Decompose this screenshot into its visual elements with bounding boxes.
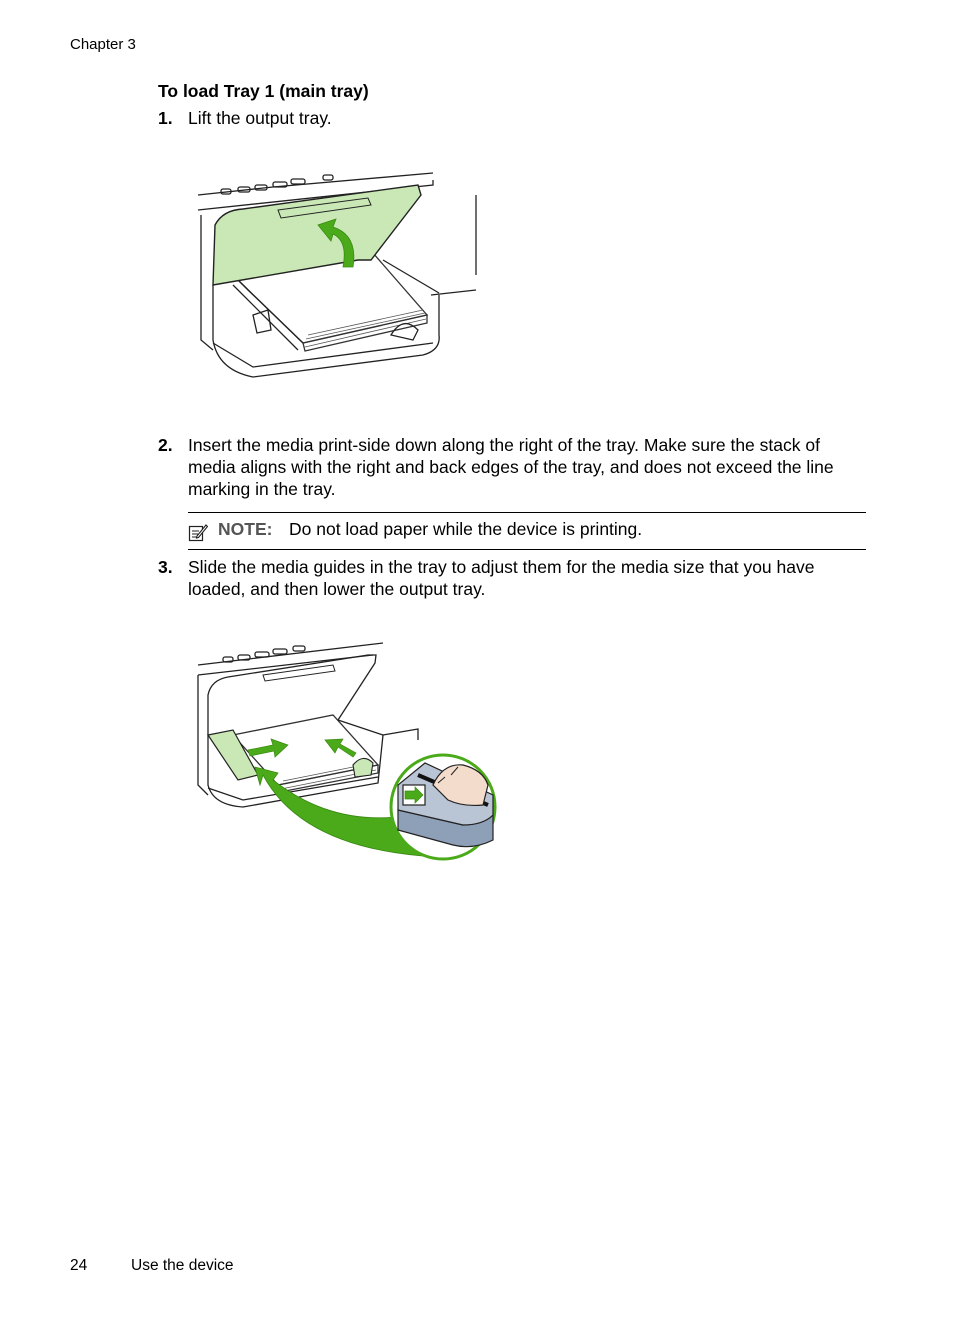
step-text: Slide the media guides in the tray to adjust them for the media size that you have loaded, and then lower the output tray.	[188, 557, 815, 599]
note-pencil-icon	[188, 522, 208, 542]
step-text: Insert the media print-side down along the right of the tray. Make sure the stack of media aligns with the right and back edges of the tray, and does not exceed the line marking in the tray.	[188, 435, 834, 499]
note-text: Do not load paper while the device is printing.	[289, 519, 643, 539]
lift-output-tray-illustration	[193, 165, 483, 385]
footer-section-title: Use the device	[131, 1257, 234, 1274]
step-number: 3.	[158, 557, 173, 577]
slide-media-guides-illustration	[193, 635, 503, 865]
note-label: NOTE:	[218, 519, 273, 539]
chapter-header: Chapter 3	[70, 36, 136, 53]
step-number: 1.	[158, 108, 173, 128]
note-box	[188, 512, 866, 550]
step-number: 2.	[158, 435, 173, 455]
procedure-title: To load Tray 1 (main tray)	[158, 81, 369, 101]
step-text: Lift the output tray.	[188, 108, 332, 128]
page-number: 24	[70, 1257, 88, 1274]
